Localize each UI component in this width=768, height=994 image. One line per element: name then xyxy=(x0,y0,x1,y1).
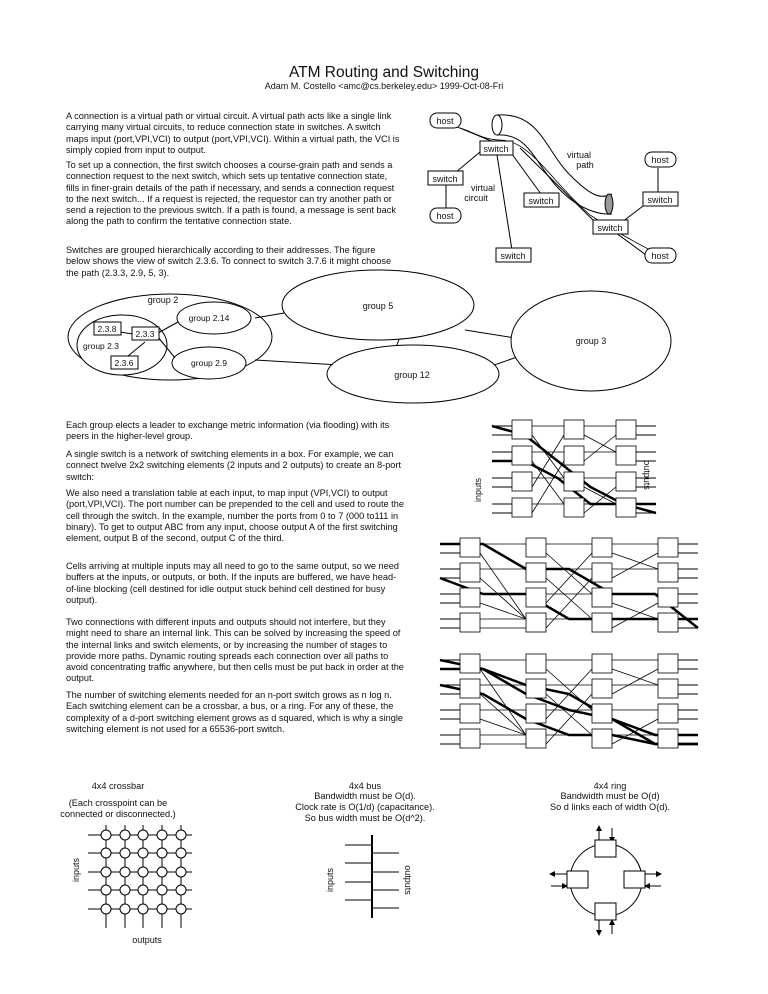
svg-text:switch: switch xyxy=(483,144,509,154)
svg-text:group 2.3: group 2.3 xyxy=(83,341,119,351)
crossbar-note-2: connected or disconnected.) xyxy=(60,809,176,819)
svg-text:switch: switch xyxy=(597,223,623,233)
bus-line-3: So bus width must be O(d^2). xyxy=(304,813,426,823)
svg-text:2.3.3: 2.3.3 xyxy=(135,329,155,339)
crossbar-outputs-label: outputs xyxy=(132,935,162,945)
svg-text:switch: switch xyxy=(647,195,673,205)
bus-outputs-label: outputs xyxy=(403,865,413,895)
svg-text:2.3.8: 2.3.8 xyxy=(97,324,117,334)
svg-text:virtual: virtual xyxy=(566,150,592,160)
svg-text:group 2.14: group 2.14 xyxy=(188,313,230,323)
svg-text:switch: switch xyxy=(528,196,554,206)
paragraph-leader: Each group elects a leader to exchange metric information (via flooding) with its peers in the higher-level group. xyxy=(66,420,390,442)
bus-line-1: Bandwidth must be O(d). xyxy=(314,791,416,801)
svg-text:switch: switch xyxy=(500,251,526,261)
bus-line-2: Clock rate is O(1/d) (capacitance). xyxy=(295,802,435,812)
paragraph-virtual-path: A connection is a virtual path or virtual circuit. A virtual path acts like a single link carrying many virtual circuits, to reduce connection state in switches. A switch maps input (port,VPI,VCI) to output (port,VPI,VCI). Within a virtual path, the VCI is simply copied from input to output. xyxy=(66,111,400,155)
svg-text:path: path xyxy=(576,160,594,170)
crossbar-inputs-label: inputs xyxy=(71,857,81,883)
bus-title: 4x4 bus xyxy=(348,781,382,791)
byline: Adam M. Costello <amc@cs.berkeley.edu> 1999-Oct-08-Fri xyxy=(264,81,504,91)
ring-title: 4x4 ring xyxy=(593,781,627,791)
svg-text:2.3.6: 2.3.6 xyxy=(114,358,134,368)
svg-text:virtual: virtual xyxy=(470,183,496,193)
svg-text:group 3: group 3 xyxy=(575,336,607,346)
bus-inputs-label: inputs xyxy=(325,867,335,893)
svg-text:group 5: group 5 xyxy=(362,301,394,311)
host-label: host xyxy=(436,116,454,126)
crossbar-note-1: (Each crosspoint can be xyxy=(68,798,168,808)
paragraph-complexity: The number of switching elements needed for an n-port switch grows as n log n. Each switching element can be a crossbar, a bus, or a ring. For any of these, the complexity of a d-port switching element grows as d squared, which is why a single switching element is not used for a 65536-port switch. xyxy=(66,690,404,734)
svg-text:host: host xyxy=(436,211,454,221)
paragraph-interference: Two connections with different inputs and outputs should not interfere, but they might need to share an internal link. This can be solved by increasing the speed of the internal links and switch elements, or by increasing the number of stages to provide more paths. Dynamic routing spreads each connection over all paths to avoid concentrating traffic anywhere, but then cells must be put back in order at the output. xyxy=(66,617,404,684)
paragraph-translation: We also need a translation table at each input, to map input (VPI,VCI) to output (port,VPI,VCI). The port number can be prepended to the cell and used to route the cell through the switch. In the example, number the ports from 0 to 7 (000 to111 in binary). To get to output ABC from any input, choose output A of the first switching element, output B of the second, output C of the third. xyxy=(66,488,404,544)
svg-text:host: host xyxy=(651,251,669,261)
fabric-inputs-label: inputs xyxy=(473,477,483,503)
ring-line-1: Bandwidth must be O(d) xyxy=(560,791,660,801)
paragraph-hierarchy: Switches are grouped hierarchically according to their addresses. The figure below shows the view of switch 2.3.6. To connect to switch 3.7.6 it might choose the path (2.3.3, 2.9, 5, 3). xyxy=(66,245,392,278)
svg-text:switch: switch xyxy=(432,174,458,184)
svg-text:group 2: group 2 xyxy=(147,295,179,305)
paragraph-connection-setup: To set up a connection, the first switch chooses a course-grain path and sends a connection request to the next switch, which sets up tentative connection state, fills in finer-grain details of the path if necessary, and sends a connection request to the next switch... If a request is rejected, the requestor can try another path or send a rejection to the previous switch. If a path is found, a message is sent back along the path to confirm the tentative connection state. xyxy=(66,160,396,227)
ring-line-2: So d links each of width O(d). xyxy=(549,802,670,812)
fabric-outputs-label: outputs xyxy=(642,460,652,490)
svg-text:circuit: circuit xyxy=(464,193,488,203)
crossbar-title: 4x4 crossbar xyxy=(91,781,145,791)
page-title: ATM Routing and Switching xyxy=(288,64,480,81)
svg-text:group 12: group 12 xyxy=(394,370,430,380)
paragraph-switch-network: A single switch is a network of switching elements in a box. For example, we can connect twelve 2x2 switching elements (2 inputs and 2 outputs) to create an 8-port switch: xyxy=(66,449,402,482)
svg-text:group 2.9: group 2.9 xyxy=(191,358,227,368)
paragraph-buffers: Cells arriving at multiple inputs may all need to go to the same output, so we need buffers at the inputs, or outputs, or both. If the inputs are buffered, we have head-of-line blocking (cell destined for idle output stuck behind cell destined for busy output). xyxy=(66,561,399,605)
svg-text:host: host xyxy=(651,155,669,165)
